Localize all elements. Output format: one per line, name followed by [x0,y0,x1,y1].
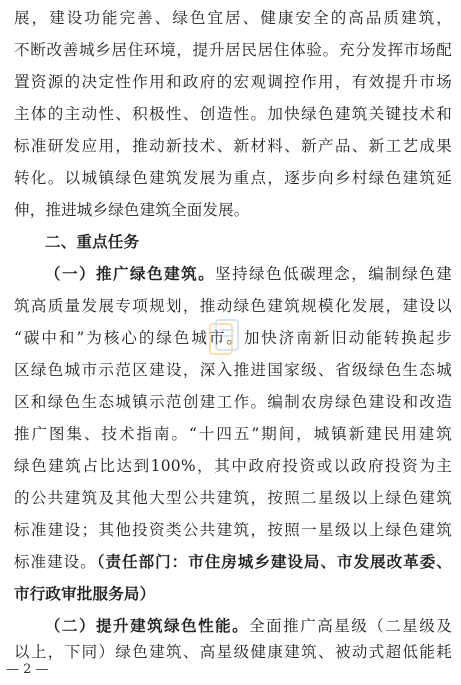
task1-line-10-text: 标准建设。 [14,553,97,571]
task1-line-5: 区和绿色生态城镇示范创建工作。编制农房绿色建设和改造 [14,393,452,411]
task1-label: （一）推广绿色建筑。 [45,264,216,283]
task1-line-2: 筑高质量发展专项规划，推动绿色建筑规模化发展，建设以 [14,297,452,315]
task1-first-line-rest: 坚持绿色低碳理念，编制绿色建 [215,265,452,283]
task1-line-6: 推广图集、技术指南。“十四五”期间，城镇新建民用建筑 [14,425,452,443]
intro-line-4: 主体的主动性、积极性、创造性。加快绿色建筑关键技术和 [14,105,452,123]
task1-line-3: “碳中和”为核心的绿色城市。加快济南新旧动能转换起步 [14,329,452,347]
intro-line-5: 标准研发应用，推动新技术、新材料、新产品、新工艺成果 [14,137,452,155]
intro-line-2: 不断改善城乡居住环境，提升居民居住体验。充分发挥市场配 [14,41,452,59]
task1-first-line [14,258,452,290]
page-number: — 2 — [6,662,49,677]
intro-line-3: 置资源的决定性作用和政府的宏观调控作用，有效提升市场 [14,73,452,91]
task2-line-2: 以上，下同）绿色建筑、高星级健康建筑、被动式超低能耗 [14,643,452,661]
intro-line-6: 转化。以城镇绿色建筑发展为重点，逐步向乡村绿色建筑延 [14,169,452,187]
task1-line-7: 绿色建筑占比达到100%，其中政府投资或以政府投资为主 [14,457,452,475]
intro-line-1: 展，建设功能完善、绿色宜居、健康安全的高品质建筑， [14,9,452,27]
task1-responsible-part1: （责任部门：市住房城乡建设局、市发展改革委、 [96,552,452,571]
document-watermark-icon [206,318,242,362]
task2-first-line [14,610,452,642]
section-heading: 二、重点任务 [45,233,140,251]
task2-label: （二）提升建筑绿色性能。 [45,616,250,635]
task1-responsible-part2: 市行政审批服务局） [14,584,156,603]
intro-line-7: 伸，推进城乡绿色建筑全面发展。 [14,201,250,219]
task1-line-8: 的公共建筑及其他大型公共建筑，按照二星级以上绿色建筑 [14,489,452,507]
task1-line-4: 区绿色城市示范区建设，深入推进国家级、省级绿色生态城 [14,361,452,379]
task1-line-9: 标准建设；其他投资类公共建筑，按照一星级以上绿色建筑 [14,521,452,539]
task2-first-line-rest: 全面推广高星级（二星级及 [249,617,452,635]
task1-line-10 [14,546,452,578]
